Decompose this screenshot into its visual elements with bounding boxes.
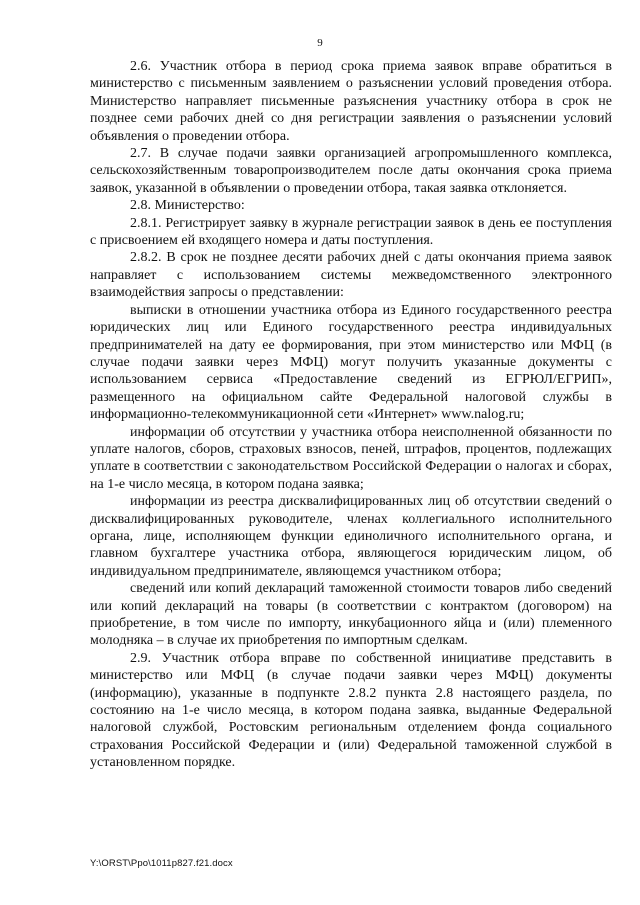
page-number: 9 <box>317 37 323 49</box>
paragraph-disqualified-registry: информации из реестра дисквалифицированных лиц об отсутствии сведений о дисквалифицированных руководителе, членах коллегиального исполнительного органа, лице, исполняющем функции единоличного исполнительного органа, и главном бухгалтере участника отбора, являющегося юридическим лицом, об индивидуальном предпринимателе, являющемся участником отбора; <box>90 494 612 579</box>
paragraph-tax-obligations: информации об отсутствии у участника отбора неисполненной обязанности по уплате налогов, сборов, страховых взносов, пеней, штрафов, процентов, подлежащих уплате в соответствии с законодательством Российской Федерации о налогах и сборах, на 1-е число месяца, в котором подана заявка; <box>90 424 612 492</box>
paragraph-egrul-extract: выписки в отношении участника отбора из Единого государственного реестра юридических лиц или Единого государственного реестра индивидуальных предпринимателей на дату ее формирования, при этом министерство или МФЦ (в случае подачи заявки через МФЦ) могут получить указанные документы с использованием сервиса «Предоставление сведений из ЕГРЮЛ/ЕГРИП», размещенного на официальном сайте Федеральной налоговой службы в информационно-телекоммуникационной сети «Интернет» www.nalog.ru; <box>90 302 612 423</box>
document-body <box>90 58 612 772</box>
paragraph-2-8-1: 2.8.1. Регистрирует заявку в журнале регистрации заявок в день ее поступления с присвоением ей входящего номера и даты поступления. <box>90 215 612 249</box>
paragraph-customs-declarations: сведений или копий деклараций таможенной стоимости товаров либо сведений или копий деклараций на товары (в соответствии с контрактом (договором) на приобретение, в том числе по импорту, инкубационного яйца и (или) племенного молодняка – в случае их приобретения по импортным сделкам. <box>90 581 612 649</box>
paragraph-2-8-2: 2.8.2. В срок не позднее десяти рабочих дней с даты окончания приема заявок направляет с использованием системы межведомственного электронного взаимодействия запросы о представлении: <box>90 250 612 301</box>
paragraph-2-6: 2.6. Участник отбора в период срока приема заявок вправе обратиться в министерство с письменным заявлением о разъяснении условий проведения отбора. Министерство направляет письменные разъяснения участнику отбора в срок не позднее семи рабочих дней со дня регистрации заявления о разъяснении условий объявления о проведении отбора. <box>90 59 612 144</box>
paragraph-2-7: 2.7. В случае подачи заявки организацией агропромышленного комплекса, сельскохозяйственным товаропроизводителем после даты окончания срока приема заявок, указанной в объявлении о проведении отбора, такая заявка отклоняется. <box>90 146 612 196</box>
paragraph-2-9: 2.9. Участник отбора вправе по собственной инициативе представить в министерство или МФЦ (в случае подачи заявки через МФЦ) документы (информацию), указанные в подпункте 2.8.2 пункта 2.8 настоящего раздела, по состоянию на 1-е число месяца, в котором подана заявка, выданные Федеральной налоговой службой, Ростовским региональным отделением фонда социального страхования Российской Федерации и (или) Федеральной таможенной службой в установленном порядке. <box>90 650 612 771</box>
footer-file-path: Y:\ORST\Ppo\1011p827.f21.docx <box>90 858 233 869</box>
paragraph-2-8: 2.8. Министерство: <box>130 198 245 214</box>
